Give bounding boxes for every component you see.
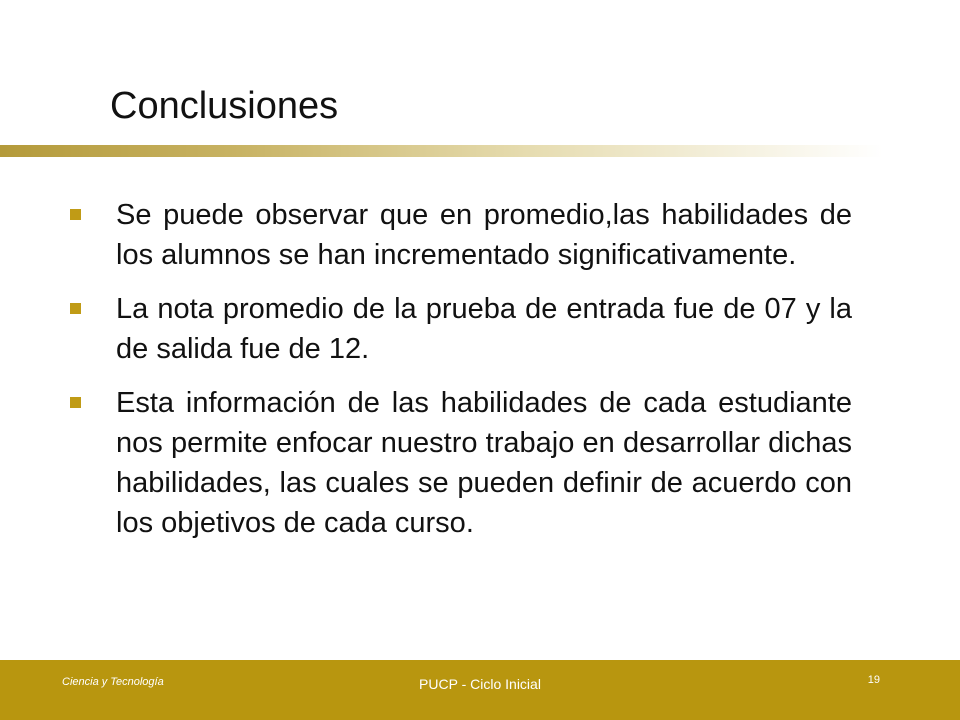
square-bullet-icon: [70, 303, 81, 314]
bullet-item: [70, 195, 852, 275]
square-bullet-icon: [70, 209, 81, 220]
bullet-text: La nota promedio de la prueba de entrada fue de 07 y la de salida fue de 12.: [116, 293, 852, 365]
bullet-list: [70, 195, 852, 557]
footer-left-text: Ciencia y Tecnología: [62, 676, 164, 688]
footer-center-text: PUCP - Ciclo Inicial: [419, 676, 541, 692]
slide-title: Conclusiones: [110, 85, 339, 127]
footer-bar: [0, 660, 960, 720]
bullet-text: Esta información de las habilidades de cada estudiante nos permite enfocar nuestro trabajo en desarrollar dichas habilidades, las cuales se pueden definir de acuerdo con los objetivos de cada curso.: [116, 387, 852, 539]
bullet-item: [70, 383, 852, 543]
square-bullet-icon: [70, 397, 81, 408]
page-number: 19: [867, 674, 880, 686]
title-underline-bar: [0, 145, 960, 157]
bullet-text: Se puede observar que en promedio,las habilidades de los alumnos se han incrementado significativamente.: [116, 199, 852, 271]
bullet-item: [70, 289, 852, 369]
